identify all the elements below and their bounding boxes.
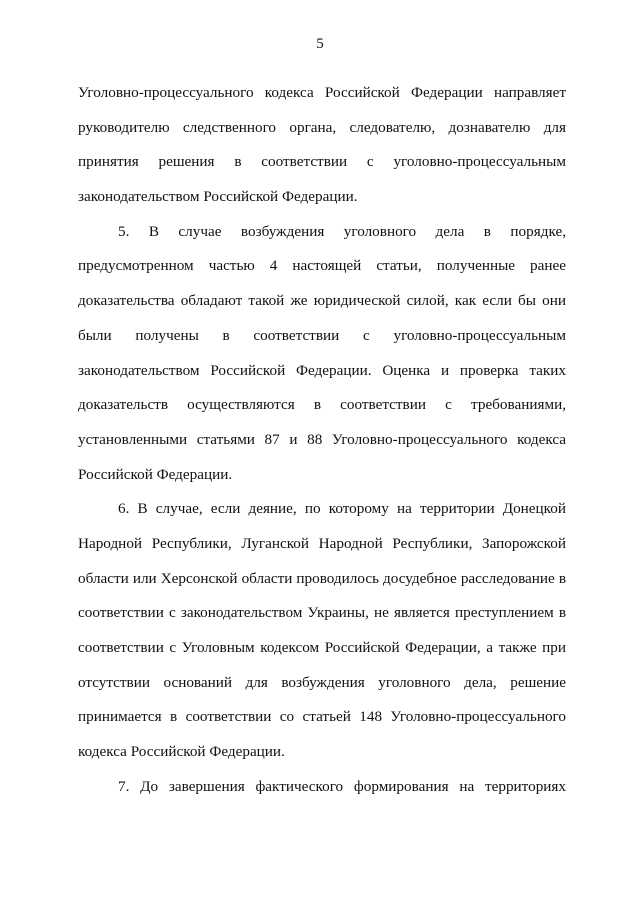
paragraph-item-7 [78, 770, 566, 805]
text-line: законодательством Российской Федерации. [78, 188, 358, 206]
text-line: предусмотренном частью 4 настоящей статьи, полученные ранее [78, 257, 566, 275]
text-line: кодекса Российской Федерации. [78, 743, 285, 761]
document-body [78, 76, 566, 804]
text-line: соответствии с законодательством Украины, не является преступлением в [78, 604, 566, 622]
paragraph-item-6 [78, 492, 566, 770]
text-line: принятия решения в соответствии с уголовно-процессуальным [78, 153, 566, 171]
text-line: области или Херсонской области проводилось досудебное расследование в [78, 569, 566, 587]
text-line: руководителю следственного органа, следователю, дознавателю для [78, 118, 566, 136]
text-line: соответствии с Уголовным кодексом Российской Федерации, а также при [78, 639, 566, 656]
text-line: доказательства обладают такой же юридической силой, как если бы они [78, 292, 566, 310]
text-line: 5. В случае возбуждения уголовного дела в порядке, [118, 222, 566, 240]
text-line: 6. В случае, если деяние, по которому на территории Донецкой [118, 500, 566, 518]
paragraph-item-5 [78, 215, 566, 493]
text-line: отсутствии оснований для возбуждения уголовного дела, решение [78, 673, 566, 691]
text-line: Российской Федерации. [78, 465, 233, 483]
text-line: установленными статьями 87 и 88 Уголовно-процессуального кодекса [78, 430, 566, 448]
text-line: законодательством Российской Федерации. Оценка и проверка таких [78, 361, 566, 379]
text-line: доказательств осуществляются в соответствии с требованиями, [78, 396, 566, 414]
text-line: Народной Республики, Луганской Народной Республики, Запорожской [78, 534, 566, 552]
text-line: 7. До завершения фактического формирования на территориях [118, 777, 566, 795]
paragraph-continuation [78, 76, 566, 215]
text-line: были получены в соответствии с уголовно-процессуальным [78, 326, 566, 344]
page-number: 5 [316, 36, 324, 52]
text-line: принимается в соответствии со статьей 148 Уголовно-процессуального [78, 708, 566, 726]
text-line: Уголовно-процессуального кодекса Российской Федерации направляет [78, 84, 566, 101]
